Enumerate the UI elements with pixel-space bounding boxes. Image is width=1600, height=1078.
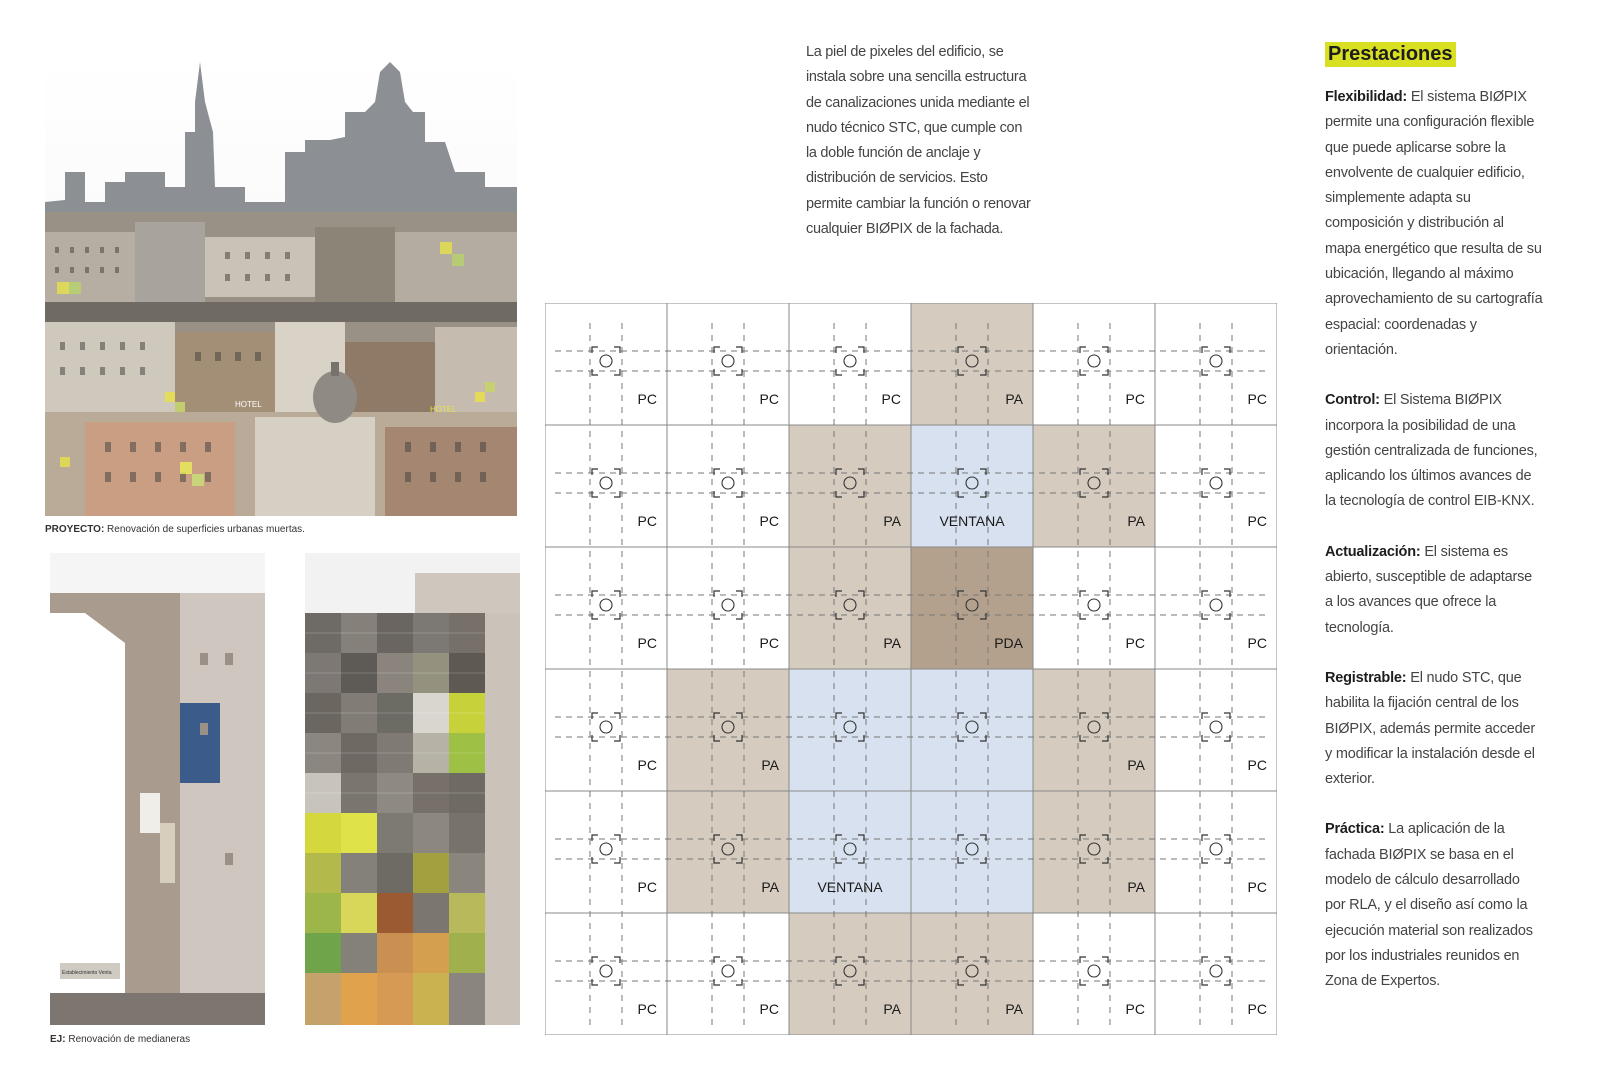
prestacion-text: El sistema es abierto, susceptible de adaptarse a los avances que ofrece la tecnología. (1325, 543, 1533, 636)
grid-cell-label: PA (883, 635, 901, 651)
grid-cell-label: PA (761, 757, 779, 773)
grid-cell-label: PC (637, 391, 657, 407)
prestacion-term: Práctica: (1325, 821, 1385, 838)
facade-grid-svg (545, 303, 1277, 1035)
grid-cell-label: PC (1125, 1001, 1145, 1017)
svg-text:Establecimiento Venta: Establecimiento Venta (62, 970, 112, 976)
grid-cell-label: PC (1247, 391, 1267, 407)
grid-cell-label: PA (1005, 1001, 1023, 1017)
prestacion-text: La aplicación de la fachada BIØPIX se basa en el modelo de cálculo desarrollado por RLA, y el diseño así como la ejecución material son realizados por los industriales reunidos en Zona de Expertos. (1325, 821, 1533, 990)
prestacion-term: Actualización: (1325, 543, 1421, 560)
prestaciones-column (1325, 42, 1543, 1020)
grid-cell-label: PC (1247, 757, 1267, 773)
wall-after-photo (305, 553, 520, 1025)
grid-cell (911, 791, 1033, 913)
svg-text:HOTEL: HOTEL (235, 400, 262, 409)
skyline-photo (45, 62, 517, 516)
grid-cell-label: PC (1247, 635, 1267, 651)
prestacion-term: Flexibilidad: (1325, 89, 1407, 105)
intro-paragraph: La piel de pixeles del edificio, se instala sobre una sencilla estructura de canalizaciones unida mediante el nudo técnico STC, que cumple con la doble función de anclaje y distribución de servicios. Esto permite cambiar la función o renovar cualquier BIØPIX de la fachada. (806, 44, 1031, 238)
caption-ej-text: Renovación de medianeras (65, 1034, 191, 1045)
svg-text:HOTEL: HOTEL (430, 405, 457, 414)
prestacion-term: Control: (1325, 392, 1380, 409)
prestaciones-title: Prestaciones (1325, 42, 1456, 67)
grid-cell-label: PA (1127, 879, 1145, 895)
grid-cell (789, 669, 911, 791)
caption-ej-label: EJ: (50, 1034, 66, 1045)
prestacion-text: El sistema BIØPIX permite una configuración flexible que puede aplicarse sobre la envolvente de cualquier edificio, simplemente adapta su composición y distribución al mapa energético que resulta de su ubicación, llegando al máximo aprovechamiento de su cartografía espacial: coordenadas y orientación. (1325, 89, 1543, 358)
grid-cell-label: PC (759, 391, 779, 407)
grid-cell-label: PC (759, 513, 779, 529)
caption-proyecto (45, 524, 305, 535)
caption-proyecto-text: Renovación de superficies urbanas muertas. (104, 524, 305, 535)
facade-grid-diagram (545, 303, 1277, 1035)
grid-cell-label: VENTANA (939, 513, 1005, 529)
caption-proyecto-label: PROYECTO: (45, 524, 105, 535)
grid-cell-label: PA (883, 513, 901, 529)
caption-ej (50, 1034, 190, 1045)
prestacion-control (1325, 388, 1543, 514)
grid-cell-label: PC (637, 757, 657, 773)
grid-cell-label: PC (637, 635, 657, 651)
grid-cell-label: PC (759, 1001, 779, 1017)
grid-cell-label: PA (1127, 513, 1145, 529)
wall-before-photo (50, 553, 265, 1025)
grid-cell-label: PA (1127, 757, 1145, 773)
grid-cell-label: PC (637, 1001, 657, 1017)
grid-cell-label: PDA (994, 635, 1023, 651)
prestacion-actualizacion (1325, 540, 1543, 641)
grid-cell-label: PA (1005, 391, 1023, 407)
prestacion-text: El nudo STC, que habilita la fijación central de los BIØPIX, además permite acceder y modificar la instalación desde el exterior. (1325, 669, 1535, 788)
prestacion-practica (1325, 817, 1543, 994)
prestacion-text: El Sistema BIØPIX incorpora la posibilidad de una gestión centralizada de funciones, aplicando los últimos avances de la tecnología de control EIB-KNX. (1325, 392, 1538, 510)
grid-cell-label: VENTANA (817, 879, 883, 895)
grid-cell-label: PC (1247, 879, 1267, 895)
grid-cell-label: PA (761, 879, 779, 895)
grid-cell-label: PC (759, 635, 779, 651)
grid-cell-label: PC (1125, 635, 1145, 651)
grid-cell-label: PC (1247, 1001, 1267, 1017)
grid-cell-label: PC (637, 879, 657, 895)
grid-cell (911, 669, 1033, 791)
prestacion-flexibilidad (1325, 85, 1543, 363)
grid-cell-label: PC (637, 513, 657, 529)
grid-cell-label: PA (883, 1001, 901, 1017)
prestacion-registrable (1325, 666, 1543, 792)
grid-cell-label: PC (881, 391, 901, 407)
prestacion-term: Registrable: (1325, 669, 1407, 686)
grid-cell-label: PC (1125, 391, 1145, 407)
grid-cell-label: PC (1247, 513, 1267, 529)
